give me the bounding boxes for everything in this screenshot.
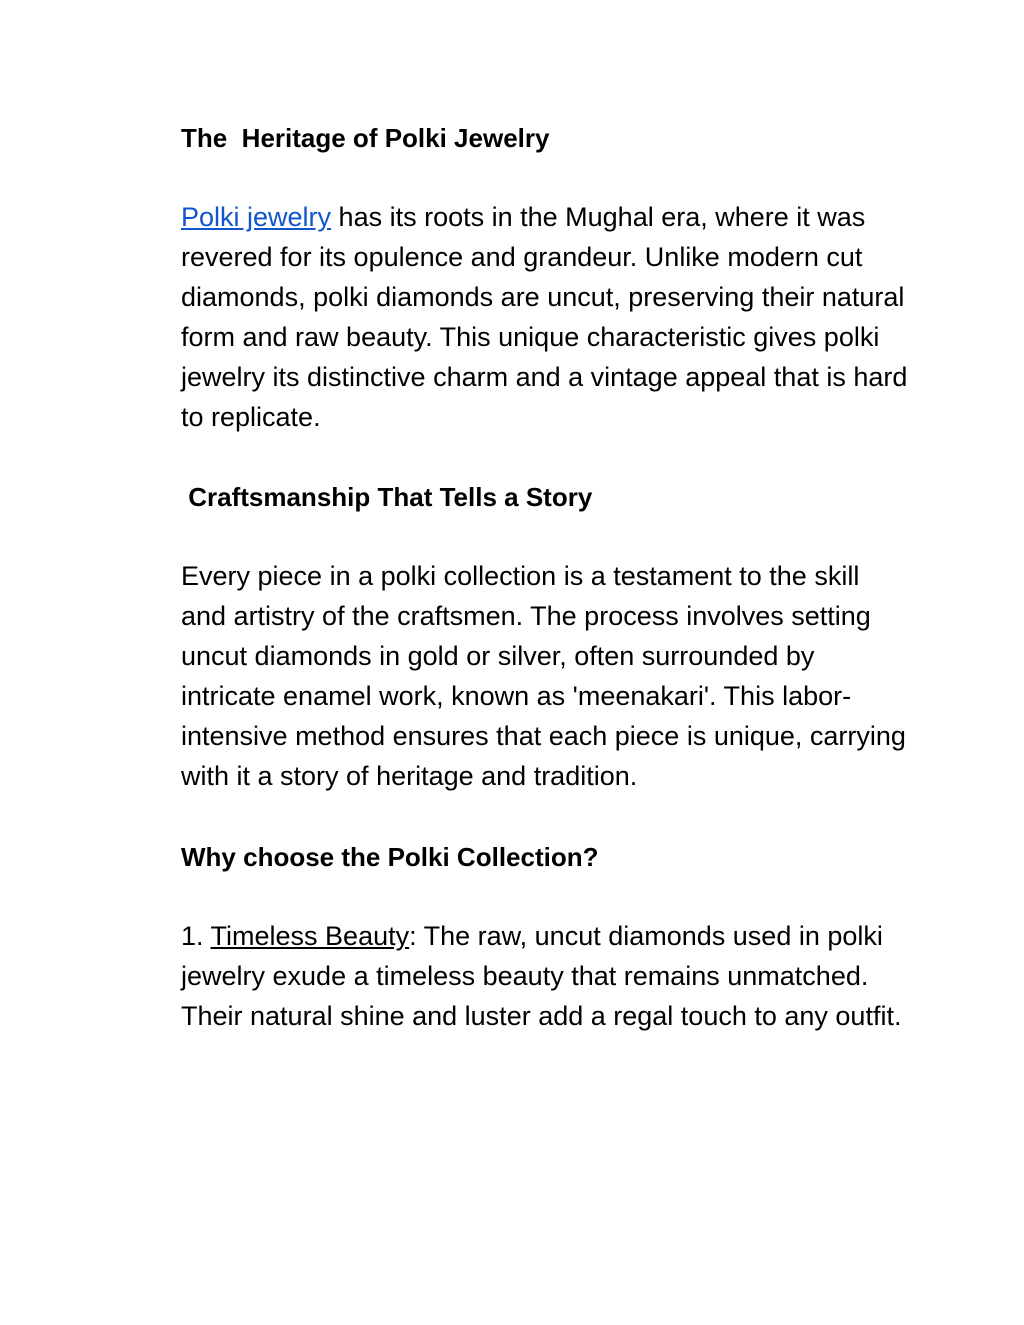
paragraph-craftsmanship: Every piece in a polki collection is a testament to the skill and artistry of the craftsmen. The process involves setting uncut diamonds in gold or silver, often surrounded by intricate enamel work, known as 'meenakari'. This labor-intensive method ensures that each piece is unique, carrying with it a story of heritage and tradition. [181,561,906,791]
spacer [181,158,911,198]
spacer [181,877,911,917]
spacer [181,797,911,837]
paragraph-heritage [181,198,911,437]
heading-heritage: The Heritage of Polki Jewelry [181,123,550,153]
heading-why-choose: Why choose the Polki Collection? [181,841,599,872]
spacer [181,437,911,477]
spacer [181,517,911,557]
list-item-timeless-beauty [181,917,911,1037]
list-item-term: Timeless Beauty [210,920,410,951]
list-item-text: : The raw, uncut diamonds used in polki jewelry exude a timeless beauty that remains unmatched. Their natural shine and luster add a regal touch to any outfit. [181,920,902,1031]
heading-craftsmanship: Craftsmanship That Tells a Story [181,482,593,513]
paragraph-heritage-text: has its roots in the Mughal era, where it was revered for its opulence and grandeur. Unlike modern cut diamonds, polki diamonds are uncut, preserving their natural form and raw beauty. This unique characteristic gives polki jewelry its distinctive charm and a vintage appeal that is hard to replicate. [181,202,908,432]
list-item-number: 1. [181,920,211,951]
document-page [181,118,911,1037]
polki-jewelry-link[interactable]: Polki jewelry [181,202,332,232]
